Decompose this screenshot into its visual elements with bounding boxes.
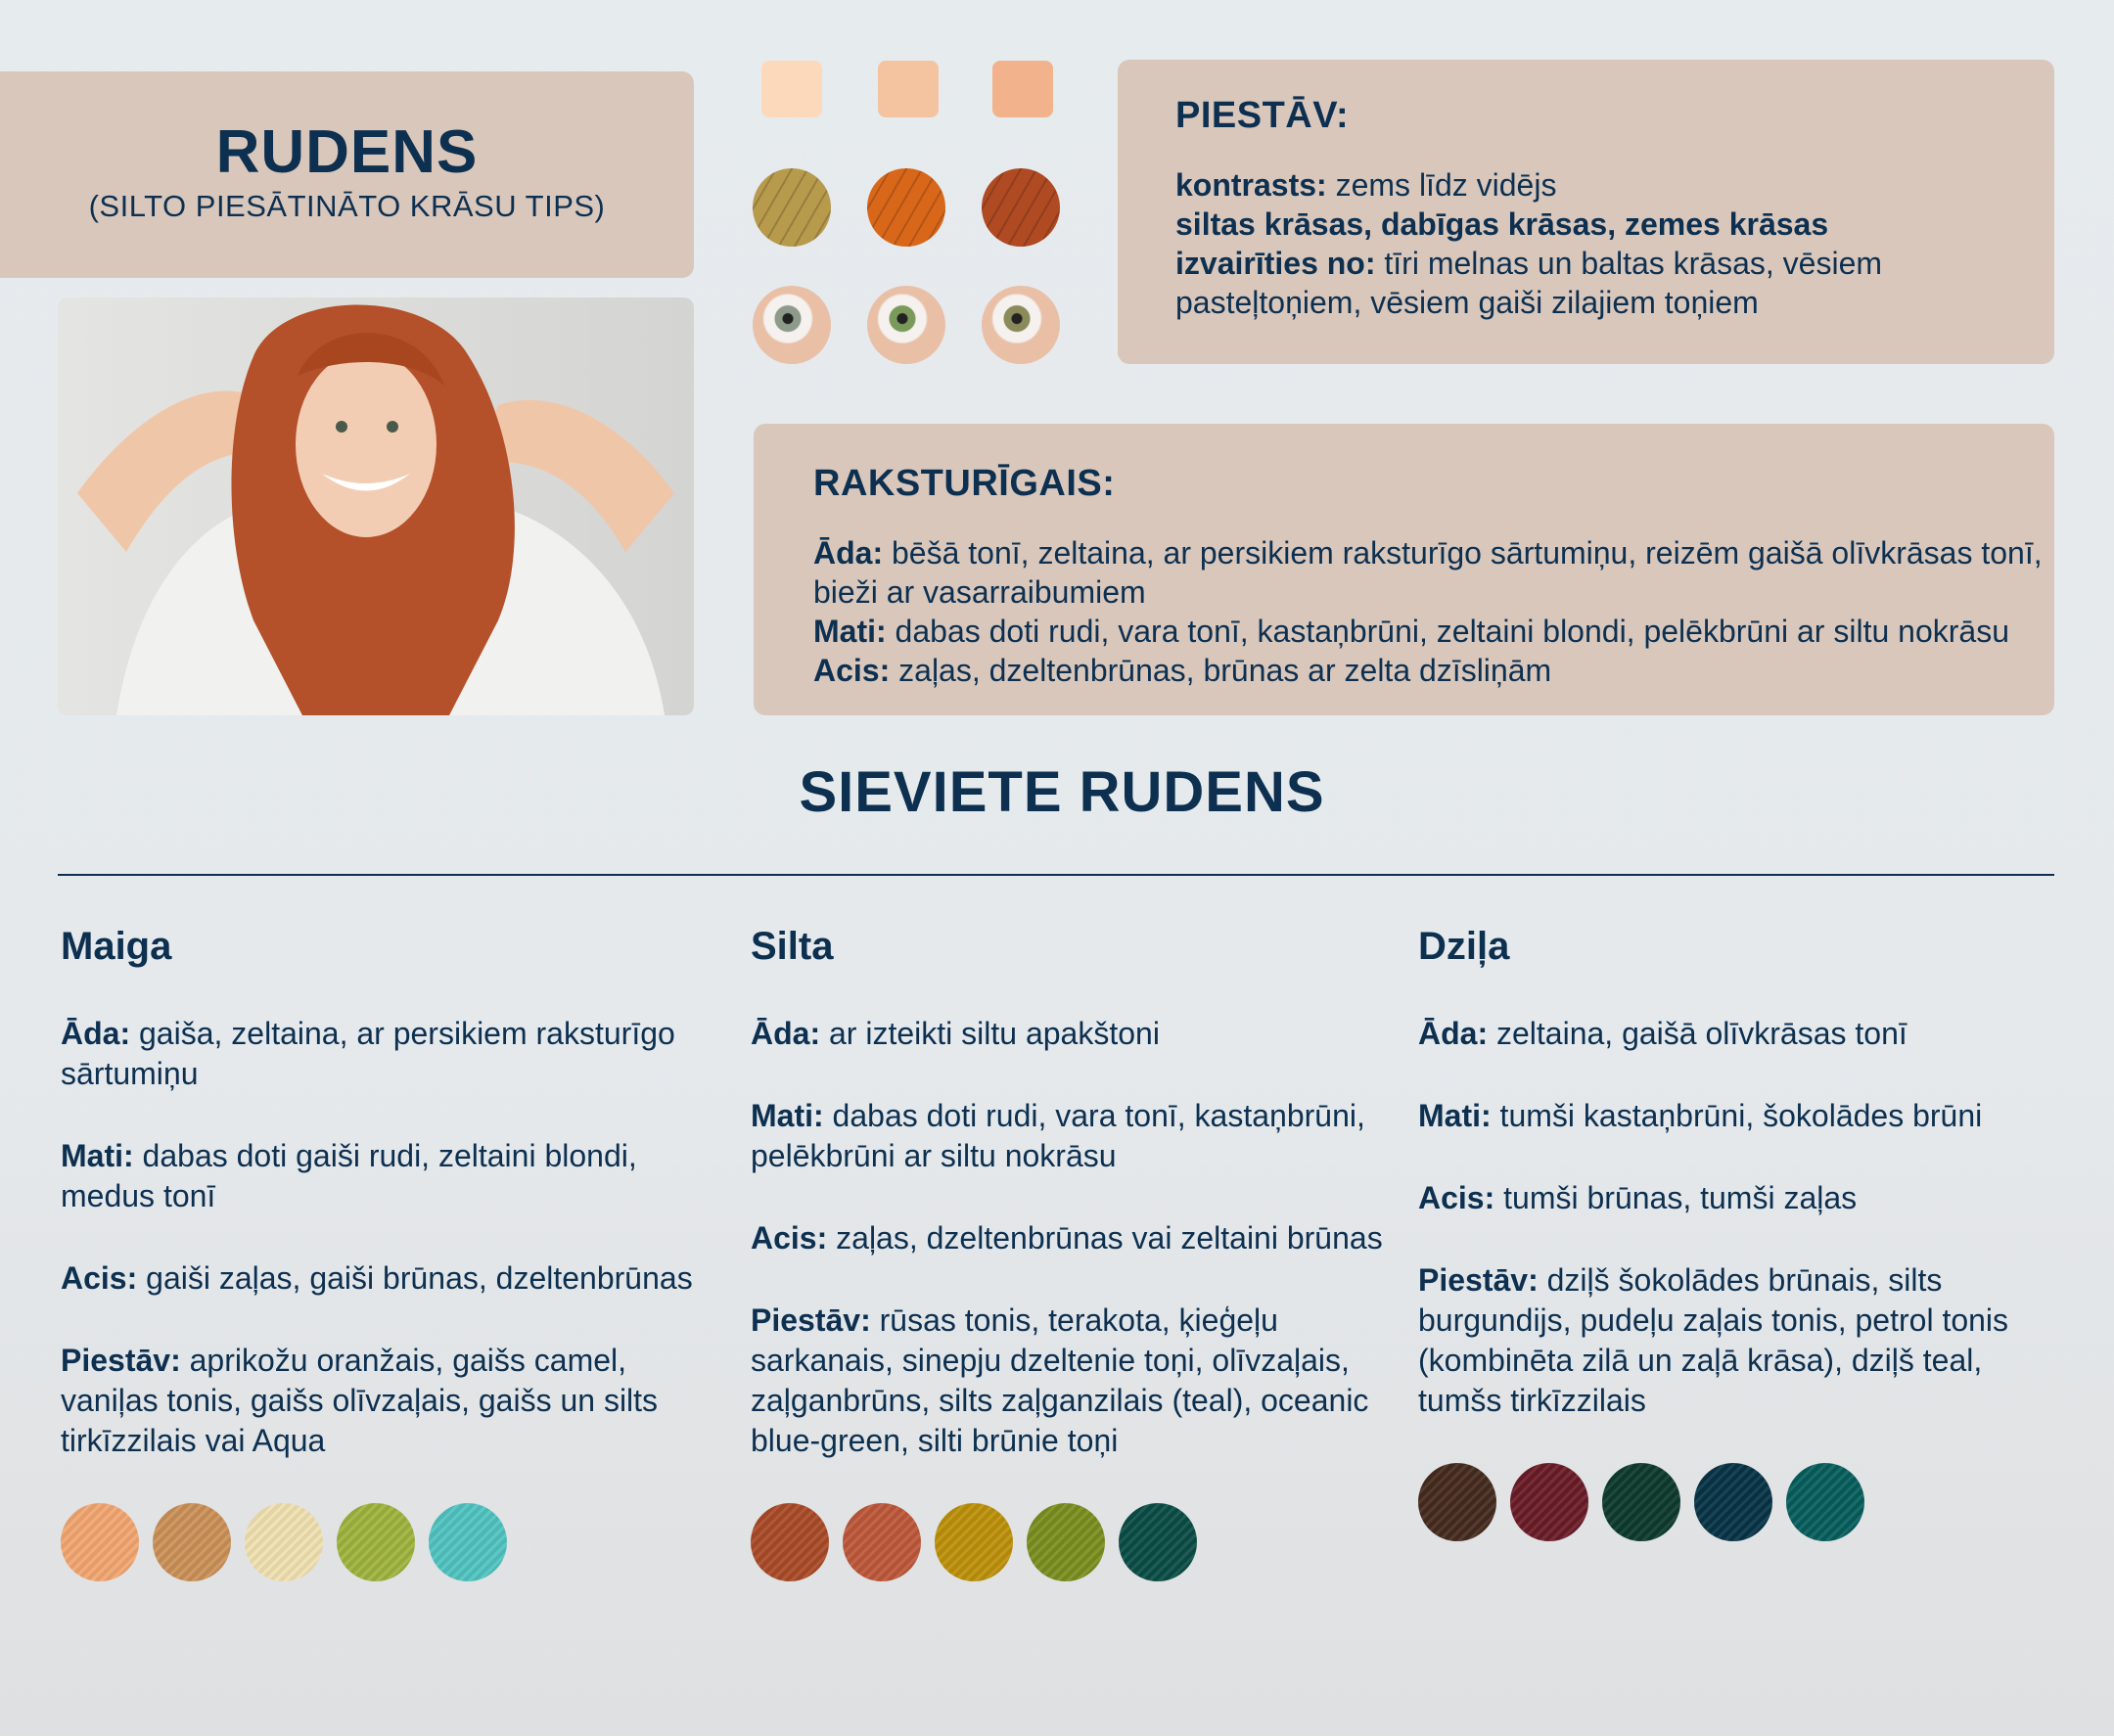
color-swatch: [935, 1503, 1013, 1581]
color-swatch: [751, 1503, 829, 1581]
line-text: dabas doti rudi, vara tonī, kastaņbrūni, zeltaini blondi, pelēkbrūni ar siltu nokrāsu: [886, 614, 2009, 649]
hair-swatch-3: [982, 168, 1060, 247]
column-item: [751, 1301, 1406, 1461]
title-card: [0, 71, 694, 278]
column-item: [1418, 1178, 2064, 1218]
suits-line: [1175, 244, 2037, 322]
item-text: ar izteikti siltu apakštoni: [820, 1016, 1160, 1051]
item-text: gaiša, zeltaina, ar persikiem raksturīgo sārtumiņu: [61, 1016, 675, 1091]
page-title: RUDENS: [215, 118, 479, 186]
skin-swatch-2: [878, 61, 939, 117]
item-label: Āda:: [751, 1016, 821, 1051]
skin-swatch-1: [761, 61, 822, 117]
column-item: [1418, 1260, 2064, 1421]
column-item: [751, 1218, 1406, 1258]
item-label: Acis:: [751, 1220, 828, 1256]
item-label: Acis:: [1418, 1180, 1495, 1215]
line-label: siltas krāsas, dabīgas krāsas, zemes krāsas: [1175, 206, 1829, 242]
item-label: Piestāv:: [61, 1343, 181, 1378]
item-text: dabas doti rudi, vara tonī, kastaņbrūni, pelēkbrūni ar siltu nokrāsu: [751, 1098, 1365, 1173]
column-item: [751, 1096, 1406, 1176]
item-label: Piestāv:: [1418, 1262, 1539, 1298]
characteristics-line: [813, 651, 2046, 690]
color-palette: [61, 1503, 716, 1581]
item-text: rūsas tonis, terakota, ķieģeļu sarkanais, sinepju dzeltenie toņi, olīvzaļais, zaļganbrūns, silts zaļganzilais (teal), oceanic blue-green, silti brūnie toņi: [751, 1302, 1369, 1458]
line-label: Mati:: [813, 614, 887, 649]
item-label: Āda:: [61, 1016, 131, 1051]
hair-swatch-2: [867, 168, 945, 247]
item-label: Mati:: [61, 1138, 134, 1173]
suits-body: [1175, 165, 2037, 322]
color-swatch: [1694, 1463, 1772, 1541]
color-swatch: [843, 1503, 921, 1581]
skin-swatch-3: [992, 61, 1053, 117]
column-title: Maiga: [61, 925, 172, 968]
suits-line: [1175, 205, 2037, 244]
item-label: Āda:: [1418, 1016, 1489, 1051]
item-label: Mati:: [1418, 1098, 1492, 1133]
color-swatch: [1119, 1503, 1197, 1581]
column-item: [61, 1341, 716, 1461]
color-palette: [1418, 1463, 2064, 1541]
color-swatch: [1602, 1463, 1680, 1541]
color-swatch: [61, 1503, 139, 1581]
item-label: Acis:: [61, 1260, 138, 1296]
section-title: SIEVIETE RUDENS: [799, 760, 1325, 824]
color-swatch: [153, 1503, 231, 1581]
hair-swatch-1: [753, 168, 831, 247]
item-text: dziļš šokolādes brūnais, silts burgundijs, pudeļu zaļais tonis, petrol tonis (kombinēta zilā un zaļā krāsa), dziļš teal, tumšs tirkīzzilais: [1418, 1262, 2009, 1418]
item-label: Piestāv:: [751, 1302, 871, 1338]
color-swatch: [429, 1503, 507, 1581]
column-item: [61, 1136, 716, 1216]
characteristics-line: [813, 533, 2046, 612]
line-text: bēšā tonī, zeltaina, ar persikiem raksturīgo sārtumiņu, reizēm gaišā olīvkrāsas tonī, bieži ar vasarraibumiem: [813, 535, 2043, 610]
eye-swatch-2: [867, 286, 945, 364]
column-silta: [751, 925, 1406, 1581]
color-swatch: [1510, 1463, 1588, 1541]
line-text: zems līdz vidējs: [1326, 167, 1557, 203]
line-label: Āda:: [813, 535, 884, 571]
column-item: [1418, 1014, 2064, 1054]
column-title: Dziļa: [1418, 925, 1510, 968]
item-text: tumši kastaņbrūni, šokolādes brūni: [1491, 1098, 1983, 1133]
item-text: tumši brūnas, tumši zaļas: [1494, 1180, 1858, 1215]
column-item: [1418, 1096, 2064, 1136]
eye-swatch-1: [753, 286, 831, 364]
woman-portrait-image: [58, 297, 694, 715]
line-text: tīri melnas un baltas krāsas, vēsiem pasteļtoņiem, vēsiem gaiši zilajiem toņiem: [1175, 246, 1883, 320]
color-swatch: [1418, 1463, 1496, 1541]
suits-card: [1118, 60, 2054, 364]
column-maiga: [61, 925, 716, 1581]
eye-swatch-3: [982, 286, 1060, 364]
line-label: kontrasts:: [1175, 167, 1327, 203]
item-text: gaiši zaļas, gaiši brūnas, dzeltenbrūnas: [137, 1260, 693, 1296]
divider: [58, 874, 2054, 876]
characteristics-line: [813, 612, 2046, 651]
color-swatch: [245, 1503, 323, 1581]
item-text: zeltaina, gaišā olīvkrāsas tonī: [1488, 1016, 1907, 1051]
page-subtitle: (SILTO PIESĀTINĀTO KRĀSU TIPS): [88, 189, 606, 223]
color-swatch: [1027, 1503, 1105, 1581]
column-item: [61, 1258, 716, 1299]
column-item: [751, 1014, 1406, 1054]
item-text: dabas doti gaiši rudi, zeltaini blondi, medus tonī: [61, 1138, 637, 1213]
item-text: zaļas, dzeltenbrūnas vai zeltaini brūnas: [827, 1220, 1383, 1256]
color-palette: [751, 1503, 1406, 1581]
line-label: izvairīties no:: [1175, 246, 1376, 281]
characteristics-title: RAKSTURĪGAIS:: [813, 463, 1116, 504]
column-title: Silta: [751, 925, 834, 968]
item-label: Mati:: [751, 1098, 824, 1133]
item-text: aprikožu oranžais, gaišs camel, vaniļas tonis, gaišs olīvzaļais, gaišs un silts tirkīzzilais vai Aqua: [61, 1343, 659, 1458]
column-dzila: [1418, 925, 2064, 1541]
line-label: Acis:: [813, 653, 891, 688]
line-text: zaļas, dzeltenbrūnas, brūnas ar zelta dzīsliņām: [890, 653, 1552, 688]
color-swatch: [337, 1503, 415, 1581]
model-photo: [58, 297, 694, 715]
suits-line: [1175, 165, 2037, 205]
color-swatch: [1786, 1463, 1864, 1541]
suits-title: PIESTĀV:: [1175, 95, 1350, 136]
characteristics-card: [754, 424, 2054, 715]
characteristics-body: [813, 533, 2046, 690]
column-item: [61, 1014, 716, 1094]
